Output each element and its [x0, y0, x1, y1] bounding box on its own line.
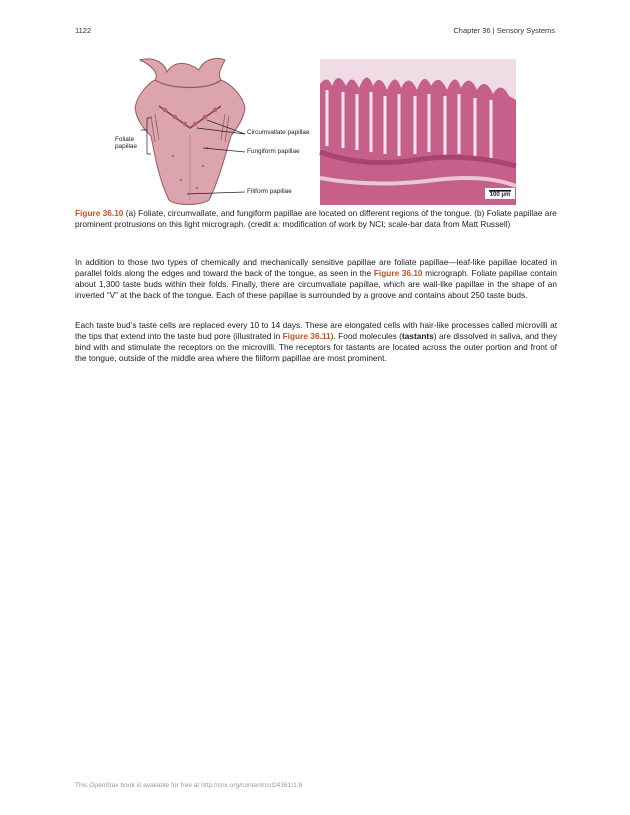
circumvallate-label: Circumvallate papillae: [247, 129, 310, 136]
papilla-dot: [193, 122, 197, 126]
fungiform-dot: [172, 155, 174, 157]
paragraph-text: ) are dissolved in saliva, and they bind with and stimulate the receptors on the microvilli. The receptors for tastants are located across the outer portion and front of the tongue, outside of the middle area where the filiform papillae are most prominent.: [75, 331, 557, 364]
papilla-dot: [213, 108, 217, 112]
body-paragraph-2: [75, 320, 557, 364]
figure-36-10: [75, 56, 557, 206]
filiform-label: Filiform papillae: [247, 188, 292, 195]
fungiform-dot: [202, 165, 204, 167]
papilla-dot: [203, 115, 207, 119]
chapter-title: Sensory Systems: [496, 26, 555, 35]
running-header: [453, 26, 555, 35]
micrograph: [320, 59, 516, 205]
chapter-label: Chapter 36: [453, 26, 491, 35]
tongue-drawing: [135, 58, 245, 204]
key-term: tastants: [401, 331, 434, 342]
papilla-dot: [183, 122, 187, 126]
paragraph-text: In addition to those two types of chemically and mechanically sensitive papillae are foliate papillae—leaf-like papillae located in parallel folds along the edges and toward the back of the tongue, as seen in the: [75, 257, 557, 279]
fungiform-dot: [196, 187, 198, 189]
tissue-mass: [320, 77, 516, 205]
header-separator: |: [492, 26, 495, 35]
fungiform-dot: [180, 179, 182, 181]
tongue-illustration: [75, 56, 557, 206]
fungiform-label: Fungiform papillae: [247, 148, 300, 155]
figure-number[interactable]: Figure 36.10: [75, 208, 124, 218]
paragraph-text: Each taste bud’s taste cells are replaced every 10 to 14 days. These are elongated cells with hair-like processes called microvilli at the tips that extend into the taste bud pore (illustrated in: [75, 320, 557, 342]
caption-text: (a) Foliate, circumvallate, and fungiform papillae are located on different regions of the tongue. (b) Foliate papillae are prominent protrusions on this light micrograph. (credit a: modification of work by NCI; scale-bar data from Matt Russell): [75, 208, 557, 229]
figure-link[interactable]: Figure 36.11: [282, 331, 331, 342]
footer-note: This OpenStax book is available for free at http://cnx.org/content/col24361/1.8: [75, 782, 303, 789]
figure-caption: [75, 208, 557, 230]
papilla-dot: [173, 115, 177, 119]
figure-link[interactable]: Figure 36.10: [373, 268, 423, 279]
page-number: 1122: [75, 26, 92, 35]
paragraph-text: micrograph. Foliate papillae contain about 1,300 taste buds within their folds. Finally, there are circumvallate papillae, which are wall-like papillae in the shape of an inverted “V” at the back of the tongue. Each of these papillae is surrounded by a groove and contains about 250 taste buds.: [75, 268, 557, 301]
scale-bar-label: 100 μm: [489, 192, 511, 198]
body-paragraph-1: [75, 257, 557, 301]
foliate-label: Foliate papillae: [115, 136, 138, 151]
papilla-dot: [163, 108, 167, 112]
paragraph-text: ). Food molecules (: [330, 331, 402, 342]
